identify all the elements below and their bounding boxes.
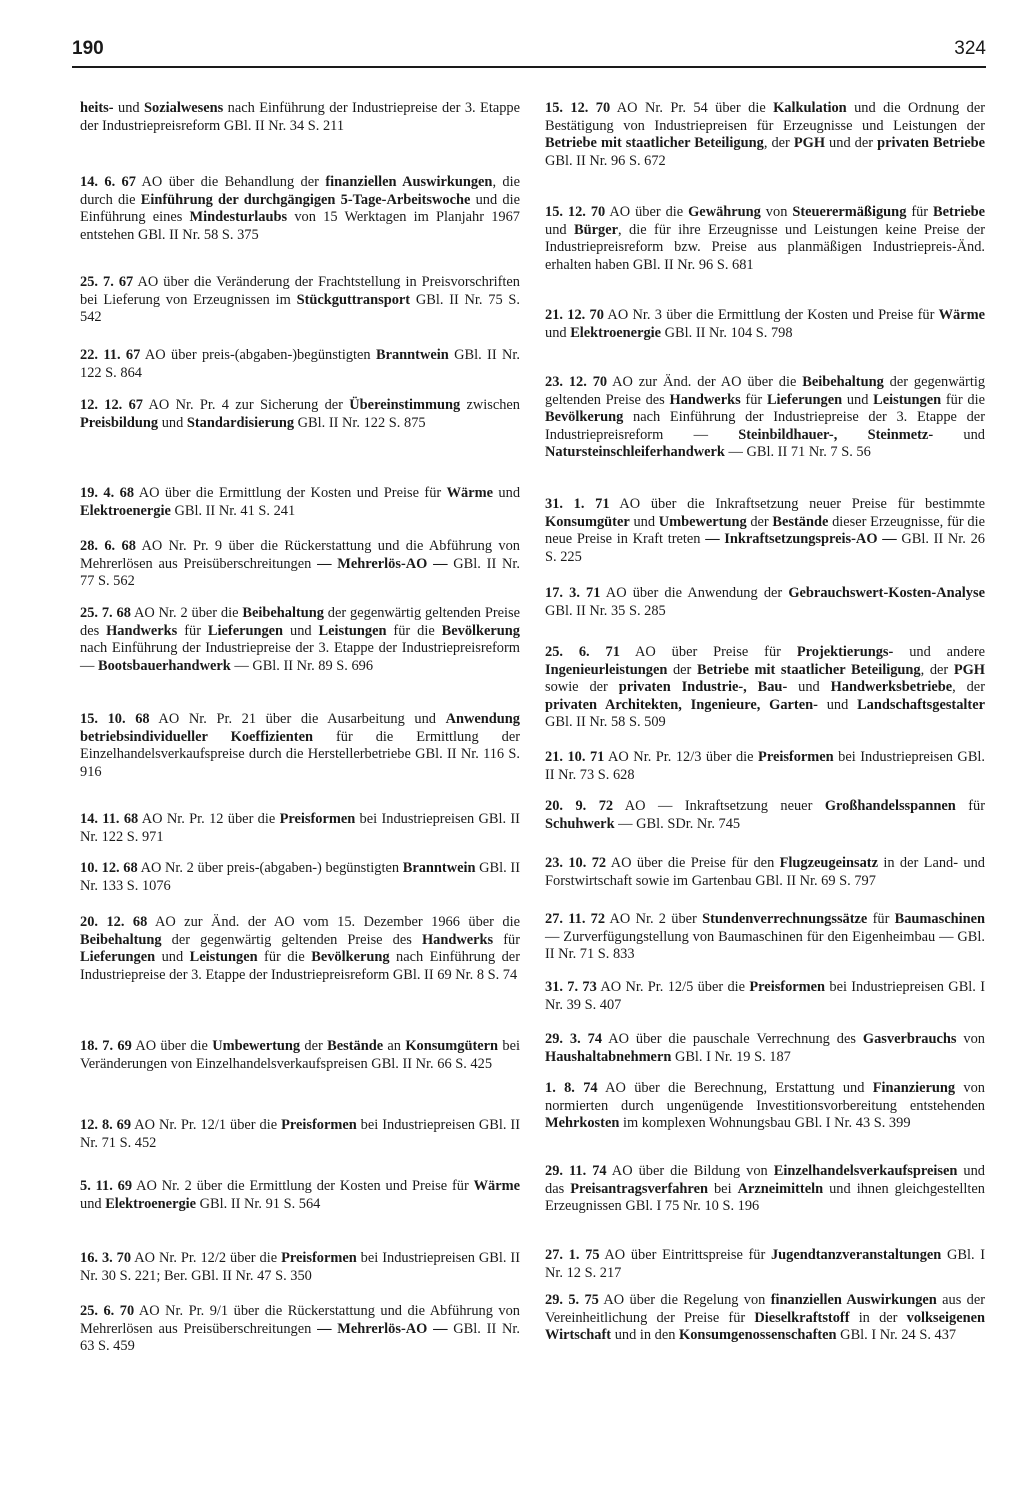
index-entry [80, 914, 520, 984]
entry-text: — GBl. II Nr. 89 S. 696 [230, 657, 374, 674]
entry-text: zwischen [460, 397, 521, 413]
entry-text: für die Ermittlung der Einzelhandelsverkaufspreise durch die Herstellerbetriebe GBl. II Nr. 116 S. 916 [80, 728, 520, 780]
index-entry [80, 811, 520, 846]
entry-text: AO über die Anwendung der [600, 585, 789, 601]
entry-keyword: Bevölkerung [441, 622, 520, 639]
entry-text: AO über die Ermittlung der Kosten und Preise für [134, 485, 447, 501]
entry-text: , der [920, 661, 954, 678]
entry-keyword: Einführung der durchgängigen 5-Tage-Arbeitswoche [140, 191, 471, 208]
entry-text: AO über die Regelung von [598, 1292, 771, 1308]
entry-keyword: Preisformen [281, 1250, 357, 1266]
entry-text: der gegenwärtig geltenden Preise des [545, 374, 986, 408]
entry-keyword: 15. 12. 70 [545, 100, 611, 116]
index-entry [545, 204, 985, 274]
entry-keyword: Landschaftsgestalter [857, 696, 985, 713]
entry-keyword: Elektroenergie [570, 324, 662, 341]
entry-keyword: Wärme [446, 485, 493, 501]
entry-keyword: Leistungen [873, 391, 942, 408]
entry-text: GBl. II Nr. 26 S. 225 [545, 531, 985, 565]
entry-keyword: Mehrkosten [545, 1115, 620, 1131]
entry-text: und [842, 391, 874, 408]
entry-keyword: 29. 11. 74 [545, 1163, 607, 1179]
entry-keyword: — Mehrerlös-AO — [317, 555, 448, 572]
entry-keyword: Sozialwesens [144, 100, 224, 116]
entry-text: für [906, 204, 934, 220]
entry-keyword: Preisformen [758, 749, 834, 765]
entry-text: und [283, 622, 319, 639]
index-entry [545, 585, 985, 620]
entry-keyword: Flugzeugeinsatz [779, 855, 878, 871]
index-entry [80, 1303, 520, 1356]
index-entry [545, 374, 985, 462]
entry-keyword: Preisformen [281, 1117, 357, 1133]
entry-text: der gegenwärtig geltenden Preise des [161, 931, 422, 948]
index-entry [545, 855, 985, 890]
entry-keyword: 18. 7. 69 [80, 1038, 132, 1054]
entry-text: bei Industriepreisen GBl. II Nr. 30 S. 221; Ber. GBl. II Nr. 47 S. 350 [80, 1250, 520, 1284]
entry-keyword: Bestände [772, 513, 829, 530]
entry-text: — GBl. SDr. Nr. 745 [614, 815, 741, 832]
entry-keyword: Umbewertung [658, 513, 747, 530]
entry-keyword: 29. 5. 75 [545, 1292, 599, 1308]
entry-keyword: Kalkulation [773, 100, 847, 116]
entry-text: AO Nr. Pr. 9 über die Rückerstattung und die Abführung von Mehrerlösen aus Preisüberschreitungen [80, 538, 520, 572]
entry-keyword: Beibehaltung [802, 374, 884, 390]
index-entry [80, 174, 520, 244]
entry-text: für die [941, 391, 985, 408]
entry-keyword: 28. 6. 68 [80, 538, 136, 554]
entry-text: GBl. I Nr. 24 S. 437 [836, 1327, 957, 1343]
entry-text: der [746, 513, 773, 530]
entry-keyword: Haushaltabnehmern [545, 1048, 672, 1065]
index-entry [80, 100, 520, 135]
entry-text: AO zur Änd. der AO über die [607, 374, 803, 390]
entry-keyword: Übereinstimmung [349, 397, 461, 413]
entry-text: GBl. II Nr. 77 S. 562 [80, 555, 521, 589]
entry-text: und [629, 513, 659, 530]
entry-keyword: 25. 6. 71 [545, 644, 620, 660]
entry-keyword: Leistungen [318, 622, 387, 639]
entry-text: für [740, 391, 767, 408]
entry-text: GBl. II Nr. 104 S. 798 [661, 324, 793, 341]
entry-keyword: Gasverbrauchs [862, 1031, 957, 1047]
entry-keyword: privaten Betriebe [877, 135, 985, 151]
entry-text: GBl. II Nr. 58 S. 509 [545, 714, 666, 730]
entry-keyword: Handwerks [421, 931, 494, 948]
entry-text: AO über die Bildung von [606, 1163, 774, 1179]
entry-text: im komplexen Wohnungsbau GBl. I Nr. 43 S. 399 [619, 1115, 911, 1131]
entry-text: AO über die Inkraftsetzung neuer Preise für bestimmte [609, 496, 985, 512]
entry-keyword: — Inkraftsetzungspreis-AO — [705, 531, 897, 547]
entry-text: GBl. II Nr. 91 S. 564 [196, 1195, 321, 1212]
entry-keyword: 21. 12. 70 [545, 307, 604, 323]
entry-keyword: 19. 4. 68 [80, 485, 135, 501]
entry-keyword: Bevölkerung [545, 409, 624, 425]
entry-text: GBl. II Nr. 35 S. 285 [545, 602, 666, 619]
entry-keyword: Steuerermäßigung [792, 204, 907, 220]
entry-keyword: 31. 1. 71 [545, 496, 610, 512]
entry-text: der [300, 1038, 328, 1054]
entry-text: AO Nr. Pr. 12/3 über die [604, 749, 759, 765]
entry-text: AO über die pauschale Verrechnung des [602, 1031, 863, 1047]
page-number-right: 324 [954, 38, 986, 59]
entry-text: und andere [893, 644, 985, 660]
entry-text: für [955, 798, 985, 814]
entry-keyword: Betriebe mit staatlicher Beteiligung [545, 135, 764, 151]
index-entry [545, 1031, 985, 1066]
entry-keyword: — Mehrerlös-AO — [317, 1320, 448, 1337]
entry-keyword: volkseigenen Wirtschaft [545, 1309, 985, 1343]
entry-keyword: 17. 3. 71 [545, 585, 601, 601]
entry-keyword: Wärme [473, 1178, 520, 1194]
entry-text: AO zur Änd. der AO vom 15. Dezember 1966 über die [147, 914, 521, 930]
entry-text: — GBl. II 71 Nr. 7 S. 56 [724, 444, 871, 460]
entry-text: für [493, 931, 520, 948]
entry-keyword: Beibehaltung [242, 605, 324, 621]
entry-keyword: Lieferungen [766, 391, 843, 408]
entry-keyword: Branntwein [402, 860, 476, 876]
entry-keyword: 23. 12. 70 [545, 374, 608, 390]
entry-keyword: Wärme [938, 307, 986, 323]
header-rule [72, 66, 986, 68]
entry-text: AO Nr. Pr. 4 zur Sicherung der [142, 397, 350, 413]
entry-keyword: 20. 9. 72 [545, 798, 614, 814]
entry-keyword: Bevölkerung [311, 949, 390, 965]
entry-text: bei Veränderungen von Einzelhandelsverkaufspreisen GBl. II Nr. 66 S. 425 [80, 1038, 520, 1072]
entry-keyword: 15. 12. 70 [545, 204, 606, 220]
entry-keyword: Betriebe mit staatlicher Beteiligung [696, 661, 921, 678]
entry-text: AO Nr. 2 über preis-(abgaben-) begünstigten [137, 860, 403, 876]
entry-keyword: privaten Architekten, Ingenieure, Garten- [545, 696, 818, 713]
entry-text: der gegenwärtig geltenden Preise des [80, 605, 520, 639]
entry-text: AO Nr. Pr. 12/5 über die [596, 979, 750, 995]
entry-text: nach Einführung der Industriepreise der 3. Etappe der Industriepreisreform — [80, 640, 520, 674]
entry-text: in der Land- und Forstwirtschaft sowie im Gartenbau GBl. II Nr. 69 S. 797 [545, 855, 985, 889]
entry-keyword: 23. 10. 72 [545, 855, 607, 871]
entry-text: AO Nr. Pr. 54 über die [610, 100, 774, 116]
entry-text: AO Nr. 3 über die Ermittlung der Kosten und Preise für [603, 307, 939, 323]
entry-keyword: 1. 8. 74 [545, 1080, 598, 1096]
index-entry [545, 1247, 985, 1282]
entry-keyword: Preisformen [749, 979, 826, 995]
entry-text: AO Nr. Pr. 9/1 über die Rückerstattung und die Abführung von Mehrerlösen aus Preisüberschreitungen [80, 1303, 520, 1337]
entry-text: GBl. II Nr. 133 S. 1076 [80, 860, 520, 894]
index-entry [80, 274, 520, 327]
entry-keyword: 14. 11. 68 [80, 811, 139, 827]
entry-keyword: 10. 12. 68 [80, 860, 138, 876]
entry-keyword: 31. 7. 73 [545, 979, 597, 995]
entry-keyword: Betriebe [933, 204, 985, 220]
entry-text: AO — Inkraftsetzung neuer [613, 798, 825, 814]
entry-keyword: Konsumgenossenschaften [679, 1327, 837, 1343]
entry-text: von normierten durch ungenügende Investitionsvorbereitung entstehenden [545, 1080, 986, 1114]
entry-text: AO über die Behandlung der [135, 174, 326, 190]
page-number-left: 190 [72, 38, 104, 59]
entry-keyword: Lieferungen [80, 949, 156, 965]
entry-keyword: 25. 7. 68 [80, 605, 131, 621]
entry-text: , der [952, 679, 985, 695]
entry-text: dieser Erzeugnisse, für die neue Preise in Kraft treten [545, 513, 985, 547]
entry-text: an [383, 1038, 406, 1054]
entry-keyword: Ingenieurleistungen [545, 661, 668, 678]
entry-keyword: Schuhwerk [545, 815, 615, 832]
entry-text: AO über die Preise für den [606, 855, 780, 871]
entry-keyword: Gewährung [688, 204, 761, 220]
entry-keyword: 25. 7. 67 [80, 274, 134, 290]
entry-keyword: Preisbildung [80, 414, 159, 431]
entry-keyword: 20. 12. 68 [80, 914, 148, 930]
index-entry [80, 1117, 520, 1152]
entry-keyword: Handwerksbetriebe [830, 679, 953, 695]
entry-keyword: Natursteinschleiferhandwerk [545, 444, 725, 460]
entry-keyword: Branntwein [375, 347, 449, 363]
entry-text: AO Nr. Pr. 21 über die Ausarbeitung und [149, 711, 446, 727]
entry-text: AO Nr. Pr. 12 über die [138, 811, 280, 827]
entry-keyword: 15. 10. 68 [80, 711, 150, 727]
entry-text: und [158, 414, 187, 431]
entry-text: AO Nr. 2 über [605, 911, 703, 927]
entry-keyword: Beibehaltung [80, 931, 162, 948]
entry-keyword: Elektroenergie [105, 1195, 197, 1212]
index-entry [80, 711, 520, 781]
entry-keyword: Bootsbauerhandwerk [98, 657, 231, 674]
entry-keyword: Stundenverrechnungssätze [702, 911, 868, 927]
index-entry [80, 485, 520, 520]
entry-text: und [817, 696, 858, 713]
entry-text: nach Einführung der Industriepreise der 3. Etappe der Industriepreisreform GBl. II Nr. 34 S. 211 [80, 100, 521, 134]
entry-keyword: 27. 1. 75 [545, 1247, 600, 1263]
entry-keyword: Lieferungen [207, 622, 284, 639]
entry-keyword: 25. 6. 70 [80, 1303, 135, 1319]
index-entry [545, 644, 985, 732]
entry-text: und [155, 949, 190, 965]
entry-text: von 15 Werktagen im Planjahr 1967 entstehen GBl. II Nr. 58 S. 375 [80, 209, 521, 243]
entry-text: bei Industriepreisen GBl. II Nr. 122 S. 971 [80, 811, 520, 845]
entry-text: — Zurverfügungstellung von Baumaschinen für den Eigenheimbau — GBl. II Nr. 71 S. 833 [545, 928, 985, 962]
entry-text: AO Nr. Pr. 12/1 über die [131, 1117, 282, 1133]
entry-text: für [867, 911, 895, 927]
entry-keyword: PGH [953, 661, 985, 678]
entry-text: und [80, 1195, 106, 1212]
entry-keyword: Mindesturlaubs [189, 209, 288, 225]
entry-text: AO über Preise für [619, 644, 797, 660]
entry-text: AO über Eintrittspreise für [599, 1247, 771, 1263]
entry-text: AO über die Veränderung der Frachtstellung in Preisvorschriften bei Lieferung von Erzeugnissen im [80, 274, 520, 308]
index-entry [80, 347, 520, 382]
entry-keyword: 29. 3. 74 [545, 1031, 603, 1047]
entry-text: AO über die Berechnung, Erstattung und [597, 1080, 873, 1096]
index-entry [545, 798, 985, 833]
entry-text: GBl. II Nr. 41 S. 241 [170, 502, 296, 519]
entry-text: der [667, 661, 697, 678]
entry-text: für [177, 622, 208, 639]
entry-text: GBl. II Nr. 96 S. 672 [545, 152, 666, 169]
index-entry [80, 605, 520, 675]
entry-text: nach Einführung der Industriepreise der 3. Etappe der Industriepreisreform GBl. II 69 Nr. 8 S. 74 [80, 949, 520, 983]
entry-text: bei [707, 1180, 738, 1197]
index-entry [545, 496, 985, 566]
entry-keyword: Baumaschinen [894, 911, 985, 927]
entry-text: sowie der [545, 679, 619, 695]
entry-text: und [492, 485, 521, 501]
entry-text: und [113, 100, 145, 116]
entry-text: und [545, 324, 571, 341]
entry-text: von [956, 1031, 985, 1047]
entry-text: AO Nr. Pr. 12/2 über die [131, 1250, 282, 1266]
index-entry [80, 860, 520, 895]
entry-keyword: PGH [793, 135, 826, 151]
entry-text: und das [545, 1163, 985, 1197]
entry-text: und [933, 426, 985, 443]
index-entry [80, 397, 520, 432]
entry-keyword: Leistungen [189, 949, 258, 965]
entry-keyword: Handwerks [669, 391, 741, 408]
entry-keyword: Elektroenergie [80, 502, 171, 519]
entry-keyword: Preisantragsverfahren [570, 1180, 708, 1197]
entry-keyword: Gebrauchswert-Kosten-Analyse [788, 585, 985, 601]
entry-text: und [545, 221, 575, 238]
entry-text: GBl. II Nr. 63 S. 459 [80, 1320, 521, 1354]
entry-text: bei Industriepreisen GBl. I Nr. 39 S. 407 [545, 979, 986, 1013]
entry-text: und [787, 679, 831, 695]
entry-keyword: Steinbildhauer-, Steinmetz- [738, 426, 934, 443]
entry-keyword: finanziellen Auswirkungen [770, 1292, 937, 1308]
entry-keyword: 5. 11. 69 [80, 1178, 133, 1194]
entry-text: in der [849, 1309, 907, 1326]
index-entry [545, 307, 985, 342]
entry-text: GBl. I Nr. 12 S. 217 [545, 1247, 986, 1281]
entry-text: von [760, 204, 793, 220]
entry-text: AO über die [605, 204, 689, 220]
entry-keyword: Konsumgüter [545, 513, 630, 530]
index-entry [545, 100, 985, 170]
entry-text: und der [825, 135, 878, 151]
entry-keyword: 14. 6. 67 [80, 174, 136, 190]
entry-text: und ihnen gleichgestellten Erzeugnissen GBl. I 75 Nr. 10 S. 196 [545, 1180, 985, 1214]
entry-text: GBl. II Nr. 75 S. 542 [80, 291, 520, 325]
entry-keyword: 16. 3. 70 [80, 1250, 132, 1266]
index-entry [80, 1250, 520, 1285]
entry-text: und die Einführung eines [80, 191, 520, 225]
entry-text: bei Industriepreisen GBl. II Nr. 71 S. 452 [80, 1117, 520, 1151]
index-entry [545, 1292, 985, 1345]
entry-keyword: Bürger [574, 221, 618, 238]
entry-keyword: Großhandelsspannen [824, 798, 956, 814]
entry-keyword: Arzneimitteln [737, 1180, 824, 1197]
entry-keyword: privaten Industrie-, Bau- [618, 679, 788, 695]
index-entry [545, 979, 985, 1014]
entry-text: GBl. II Nr. 122 S. 864 [80, 347, 520, 381]
entry-text: für die [257, 949, 312, 965]
entry-keyword: 27. 11. 72 [545, 911, 606, 927]
entry-keyword: Finanzierung [872, 1080, 956, 1096]
entry-text: GBl. I Nr. 19 S. 187 [671, 1048, 791, 1065]
entry-text: aus der Vereinheitlichung der Preise für [545, 1292, 986, 1326]
entry-keyword: 12. 12. 67 [80, 397, 143, 413]
entry-text: AO über preis-(abgaben-)begünstigten [140, 347, 376, 363]
entry-text: AO Nr. 2 über die Ermittlung der Kosten und Preise für [132, 1178, 474, 1194]
entry-keyword: Umbewertung [212, 1038, 301, 1054]
index-entry [80, 1178, 520, 1213]
index-entry [545, 749, 985, 784]
entry-keyword: 21. 10. 71 [545, 749, 605, 765]
entry-keyword: Bestände [327, 1038, 384, 1054]
entry-text: , die durch die [80, 174, 521, 208]
entry-text: bei Industriepreisen GBl. II Nr. 73 S. 628 [545, 749, 986, 783]
entry-keyword: heits- [80, 100, 114, 116]
entry-keyword: 22. 11. 67 [80, 347, 141, 363]
entry-text: , die für ihre Erzeugnisse und Leistungen keine Preise der Industriepreisreform bzw. Preise aus planmäßigen Industriepreis-Änd. erhalten haben GBl. II Nr. 96 S. 681 [545, 221, 985, 273]
entry-keyword: Konsumgütern [405, 1038, 499, 1054]
entry-keyword: Preisformen [279, 811, 356, 827]
entry-keyword: finanziellen Auswirkungen [325, 174, 493, 190]
entry-text: und in den [611, 1327, 680, 1343]
index-entry [545, 1163, 985, 1216]
index-entry [80, 538, 520, 591]
entry-text: , der [763, 135, 794, 151]
entry-keyword: Stückguttransport [296, 291, 411, 308]
entry-keyword: 12. 8. 69 [80, 1117, 132, 1133]
entry-text: für die [386, 622, 442, 639]
entry-keyword: Projektierungs- [796, 644, 894, 660]
entry-text: GBl. II Nr. 122 S. 875 [294, 414, 426, 431]
entry-keyword: Einzelhandelsverkaufspreisen [773, 1163, 958, 1179]
index-entry [545, 911, 985, 964]
entry-text: AO Nr. 2 über die [130, 605, 243, 621]
entry-text: AO über die [131, 1038, 213, 1054]
entry-keyword: Jugendtanzveranstaltungen [770, 1247, 942, 1263]
entry-keyword: Standardisierung [186, 414, 295, 431]
entry-text: und die Ordnung der Bestätigung von Industriepreisen für Erzeugnisse und Leistungen der [545, 100, 985, 134]
index-entry [80, 1038, 520, 1073]
entry-keyword: Dieselkraftstoff [754, 1309, 850, 1326]
index-entry [545, 1080, 985, 1133]
entry-keyword: Handwerks [106, 622, 178, 639]
entry-text: nach Einführung der Industriepreise der 3. Etappe der Industriepreisreform — [545, 409, 985, 443]
entry-keyword: Anwendung betriebsindividueller Koeffizienten [80, 711, 520, 745]
